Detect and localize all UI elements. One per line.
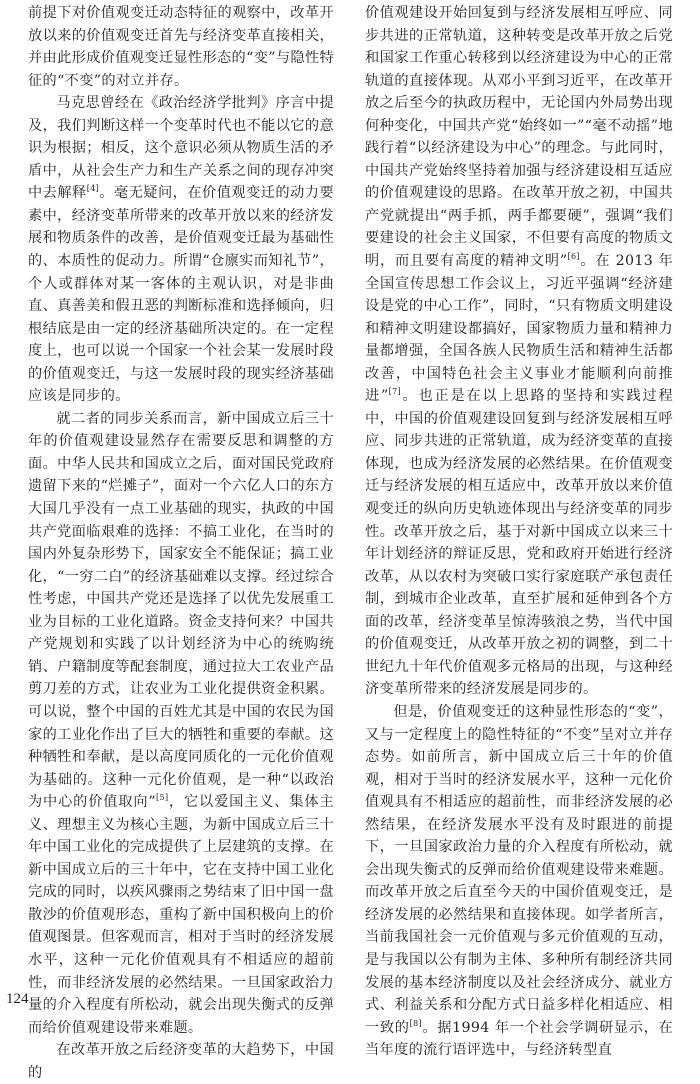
citation-ref: [7] — [388, 387, 401, 397]
left-column — [28, 2, 334, 1084]
paragraph — [28, 408, 334, 1039]
paragraph-text: 。也正是在以上思路的坚持和实践过程中，中国的价值观建设回复到与经济发展相互呼应、同步共进的正常轨道，成为经济变革的直接体现，也成为经济发展的必然结果。在价值观变迁与经济发展的相互适应中，改革开放以来价值观变迁的纵向历史轨迹体现出与经济变革的同步性。改革开放之后，基于对新中国成立以来三十年计划经济的辩证反思，党和政府开始进行经济改革，从以农村为突破口实行家庭联产承包责任制，到城市企业改革，直至扩展和延伸到各个方面的改革，经济变革呈惊涛骇浪之势，当代中国的价值观变迁，从改革开放之初的调整，到二十世纪九十年代价值观多元格局的出现，与这种经济变革所带来的经济发展是同步的。 — [365, 388, 673, 698]
citation-ref: [6] — [567, 252, 580, 262]
citation-ref: [4] — [86, 184, 100, 194]
paragraph-text: ，它以爱国主义、集体主义、理想主义为核心主题，为新中国成立后三十年中国工业化的完成提供了上层建筑的支撑。在新中国成立后的三十年中，它在支持中国工业化完成的同时，以疾风骤雨之势结束了旧中国一盘散沙的价值观形态，重构了新中国积极向上的价值观图景。但客观而言，相对于当时的经济发展水平，这种一元化价值观具有不相适应的超前性，而非经济发展的必然结果。一旦国家政治力量的介入程度有所松动，就会出现失衡式的反弹而给价值观建设带来难题。 — [28, 794, 334, 1036]
paragraph — [28, 1039, 334, 1084]
paragraph — [365, 2, 673, 701]
paragraph-text: 但是，价值观变迁的这种显性形态的“变”，又与一定程度上的隐性特征的“不变”呈对立并存态势。如前所言，新中国成立后三十年的价值观，相对于当时的经济发展水平，这种一元化价值观具有不相适应的超前性，而非经济发展的必然结果，在经济发展水平没有及时跟进的前提下，一旦国家政治力量的介入程度有所松动，就会出现失衡式的反弹而给价值观建设带来难题。而改革开放之后直至今天的中国价值观变迁，是经济发展的必然结果和直接体现。如学者所言，当前我国社会一元价值观与多元价值观的互动，是与我国以公有制为主体、多种所有制经济共同发展的基本经济制度以及社会经济成分、就业方式、利益关系和分配方式日益多样化相适应、相一致的 — [365, 703, 673, 1036]
page-number: 124 — [6, 991, 29, 1007]
paragraph-text: 前提下对价值观变迁动态特征的观察中，改革开放以来的价值观变迁首先与经济变革直接相关，并由此形成价值观变迁显性形态的“变”与隐性特征的“不变”的对立并存。 — [28, 5, 334, 89]
paragraph-text: 。毫无疑问，在价值观变迁的动力要素中，经济变革所带来的改革开放以来的经济发展和物质条件的改善，是价值观变迁最为基础性的、本质性的促动力。所谓“仓廪实而知礼节”，个人或群体对某一客体的主观认识，对是非曲直、真善美和假丑恶的判断标准和选择倾向，归根结底是由一定的经济基础所决定的。在一定程度上，也可以说一个国家一个社会某一发展时段的价值观变迁，与这一发展时段的现实经济基础应该是同步的。 — [28, 185, 335, 405]
paragraph — [365, 701, 673, 1062]
citation-ref: [5] — [156, 793, 169, 803]
paragraph — [28, 2, 334, 92]
paragraph-text: 马克思曾经在《政治经济学批判》序言中提及，我们判断这样一个变革时代也不能以它的意识为根据；相反，这个意识必须从物质生活的矛盾中，从社会生产力和生产关系之间的现存冲突中去解释 — [28, 95, 334, 202]
paragraph-text: 价值观建设开始回复到与经济发展相互呼应、同步共进的正常轨道，这种转变是改革开放之后党和国家工作重心转移到以经济建设为中心的正常轨道的直接体现。从邓小平到习近平，在改革开放之后至今的执政历程中，无论国内外局势出现何种变化，中国共产党“始终如一”“毫不动摇”地践行着“以经济建设为中心”的理念。与此同时，中国共产党始终坚持着加强与经济建设相互适应的价值观建设的思路。在改革开放之初，中国共产党就提出“两手抓，两手都要硬”，强调“我们要建设的社会主义国家，不但要有高度的物质文明，而且要有高度的精神文明” — [365, 5, 673, 270]
paragraph-text: 在改革开放之后经济变革的大趋势下，中国的 — [28, 1042, 334, 1081]
right-column — [365, 2, 673, 1062]
paragraph — [28, 92, 334, 408]
paragraph-text: 。在 2013 年全国宣传思想工作会议上，习近平强调“经济建设是党的中心工作”，同时，“只有物质文明建设和精神文明建设都搞好，国家物质力量和精神力量都增强，全国各族人民物质生活和精神生活都改善，中国特色社会主义事业才能顺利向前推进” — [365, 253, 673, 405]
citation-ref: [8] — [409, 1018, 423, 1028]
paragraph-text: 。据1994 年一个社会学调研显示，在当年度的流行语评选中，与经济转型直 — [365, 1019, 673, 1059]
paragraph-text: 就二者的同步关系而言，新中国成立后三十年的价值观建设显然存在需要反思和调整的方面。中华人民共和国成立之后，面对国民党政府遗留下来的“烂摊子”，面对一个六亿人口的东方大国几乎没有一点工业基础的现实，执政的中国共产党面临艰难的选择：不搞工业化，在当时的国内外复杂形势下，国家安全不能保证；搞工业化，“一穷二白”的经济基础难以支撑。经过综合性考虑，中国共产党还是选择了以优先发展重工业为目标的工业化道路。资金支持何来？中国共产党规划和实践了以计划经济为中心的统购统销、户籍制度等配套制度，通过拉大工农业产品剪刀差的方式，让农业为工业化提供资金积累。可以说，整个中国的百姓尤其是中国的农民为国家的工业化作出了巨大的牺牲和重要的奉献。这种牺牲和奉献，是以高度同质化的一元化价值观为基础的。这种一元化价值观，是一种“以政治为中心的价值取向” — [28, 410, 334, 811]
